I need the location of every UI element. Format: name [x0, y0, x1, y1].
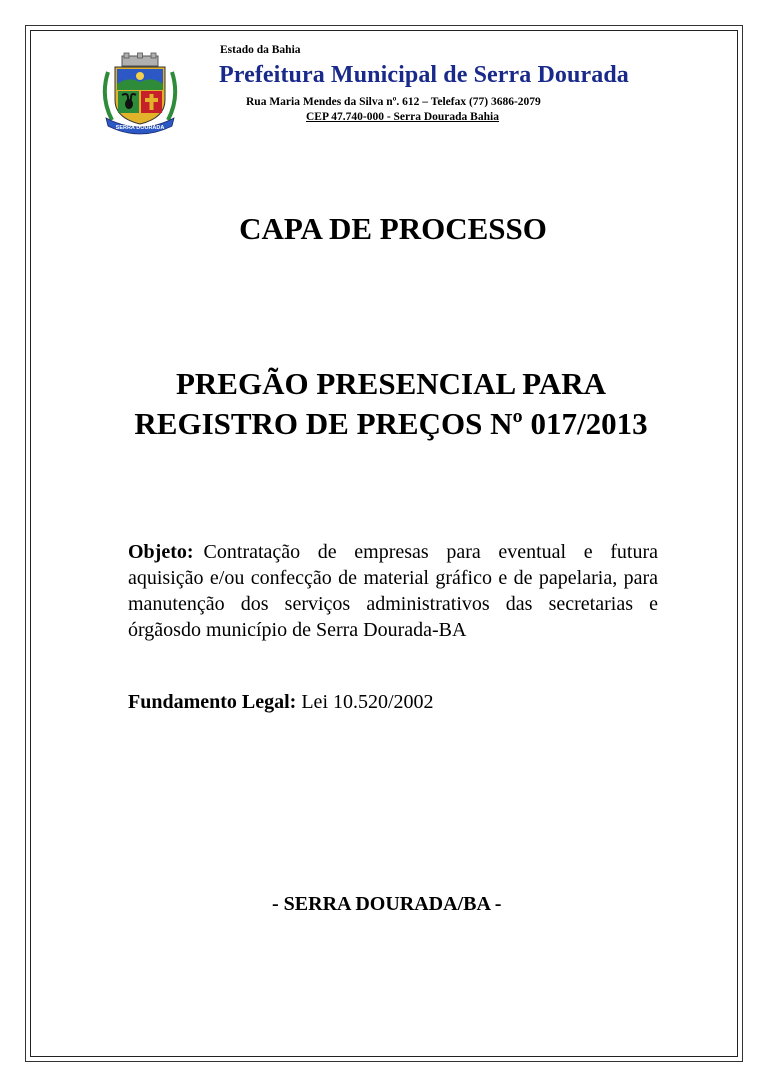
header-address: Rua Maria Mendes da Silva nº. 612 – Telefax (77) 3686-2079 [246, 96, 541, 108]
objeto-label: Objeto: [128, 541, 194, 563]
municipal-crest-icon [98, 52, 182, 136]
pregao-line-2: REGISTRO DE PREÇOS Nº 017/2013 [134, 406, 648, 441]
crest-ribbon-text: SERRA DOURADA [115, 125, 165, 131]
cover-title: CAPA DE PROCESSO [239, 211, 547, 246]
header-cep: CEP 47.740-000 - Serra Dourada Bahia [306, 111, 499, 123]
pregao-line-1: PREGÃO PRESENCIAL PARA [175, 366, 607, 401]
objeto-paragraph [128, 539, 658, 643]
footer-place: - SERRA DOURADA/BA - [272, 893, 502, 915]
fundamento-text: Lei 10.520/2002 [301, 691, 434, 713]
objeto-text: Contratação de empresas para eventual e futura aquisição e/ou confecção de material gráfico e de papelaria, para manutenção dos serviços administrativos das secretarias e órgãosdo município de Serra Dourada-BA [128, 541, 658, 641]
pregao-heading [120, 364, 662, 444]
fundamento-paragraph [128, 691, 434, 714]
header-title: Prefeitura Municipal de Serra Dourada [219, 62, 629, 88]
header-state: Estado da Bahia [220, 44, 301, 56]
fundamento-label: Fundamento Legal: [128, 691, 297, 713]
